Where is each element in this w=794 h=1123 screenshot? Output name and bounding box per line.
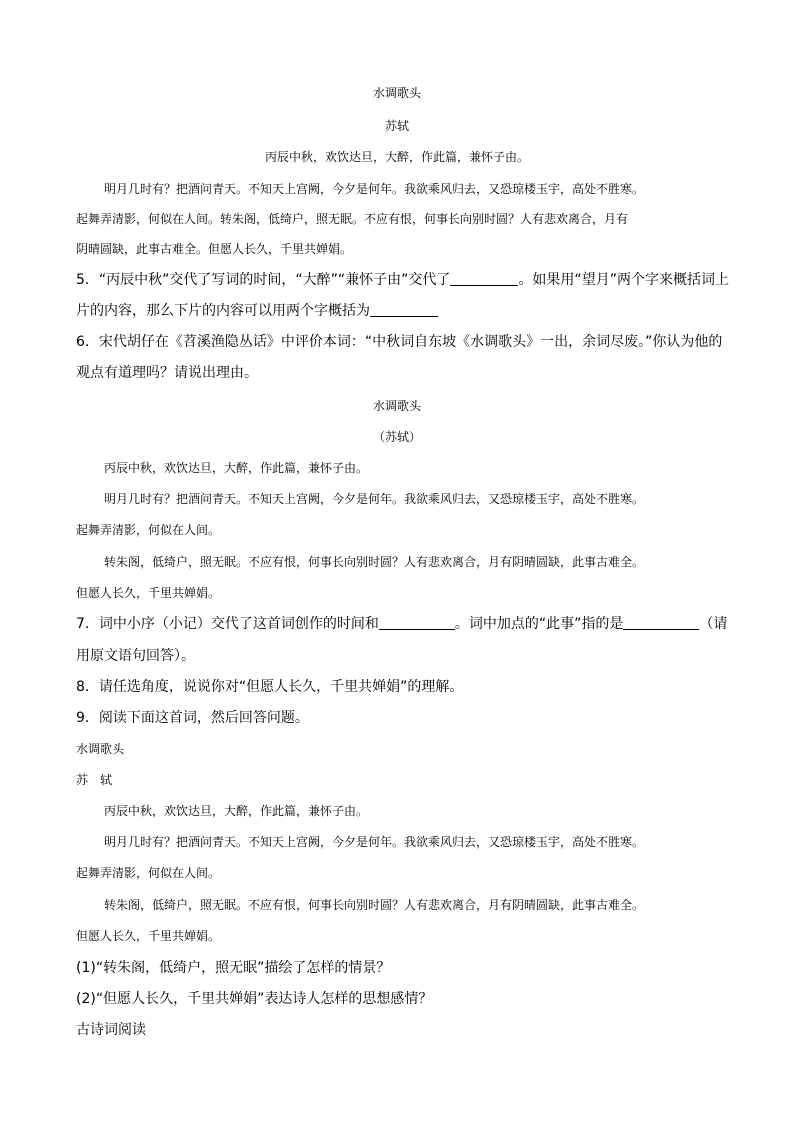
question-9-sub-2: (2)“但愿人长久，千里共婵娟”表达诗人怎样的思想感情？ (76, 991, 433, 1007)
question-6-line-1: 6．宋代胡仔在《苕溪渔隐丛话》中评价本词：“中秋词自东坡《水调歌头》一出，余词尽废。”你认为他的 (76, 334, 723, 350)
question-5-text-c: 片的内容，那么下片的内容可以用两个字概括为 (76, 303, 370, 319)
question-8: 8．请任选角度，说说你对“但愿人长久，千里共婵娟”的理解。 (76, 679, 464, 695)
poem3-line-4: 但愿人长久，千里共婵娟。 (76, 929, 221, 943)
question-7-text-a: 7．词中小序（小记）交代了这首词创作的时间和 (76, 616, 379, 632)
poem3-author: 苏 轼 (76, 773, 113, 787)
question-7-text-c: （请 (699, 616, 728, 632)
question-9-sub-1: (1)“转朱阁，低绮户，照无眠”描绘了怎样的情景？ (76, 960, 391, 976)
poem1-title: 水调歌头 (372, 86, 421, 100)
poem3-title: 水调歌头 (76, 742, 125, 756)
answer-blank[interactable] (623, 615, 699, 630)
question-5-text-a: 5．“丙辰中秋”交代了写词的时间，“大醉”“兼怀子由”交代了 (76, 272, 451, 288)
question-6-line-2: 观点有道理吗？请说出理由。 (76, 365, 258, 381)
question-7-text-b: 。词中加点的“此事”指的是 (454, 616, 624, 632)
poem1-line-1: 明月几时有？把酒问青天。不知天上宫阙，今夕是何年。我欲乘风归去，又恐琼楼玉宇，高处不胜寒。 (104, 182, 645, 196)
poem2-preface: 丙辰中秋，欢饮达旦，大醉，作此篇，兼怀子由。 (104, 461, 369, 475)
section-footer-heading: 古诗词阅读 (76, 1022, 146, 1038)
answer-blank[interactable] (450, 271, 518, 286)
poem3-line-1: 明月几时有？把酒问青天。不知天上宫阙，今夕是何年。我欲乘风归去，又恐琼楼玉宇，高处不胜寒。 (104, 835, 645, 849)
poem2-line-4: 但愿人长久，千里共婵娟。 (76, 586, 221, 600)
question-7-line-2: 用原文语句回答）。 (76, 648, 195, 664)
question-5-line-1 (76, 269, 729, 289)
question-7-line-1 (76, 613, 727, 633)
poem1-line-3: 阴晴圆缺，此事古难全。但愿人长久，千里共婵娟。 (76, 242, 353, 256)
poem1-preface: 丙辰中秋，欢饮达旦，大醉，作此篇，兼怀子由。 (264, 150, 529, 164)
question-5-text-b: 。如果用“望月”两个字来概括词上 (518, 272, 729, 288)
question-5-line-2 (76, 300, 438, 320)
poem2-line-2: 起舞弄清影，何似在人间。 (76, 523, 221, 537)
poem3-preface: 丙辰中秋，欢饮达旦，大醉，作此篇，兼怀子由。 (104, 804, 369, 818)
answer-blank[interactable] (379, 615, 455, 630)
poem3-line-3: 转朱阁，低绮户，照无眠。不应有恨，何事长向别时圆？人有悲欢离合，月有阴晴圆缺，此事古难全。 (104, 898, 645, 912)
poem3-line-2: 起舞弄清影，何似在人间。 (76, 866, 221, 880)
question-9: 9．阅读下面这首词，然后回答问题。 (76, 710, 309, 726)
answer-blank[interactable] (370, 302, 438, 317)
poem2-author: （苏轼） (372, 430, 421, 444)
poem2-title: 水调歌头 (372, 399, 421, 413)
poem2-line-3: 转朱阁，低绮户，照无眠。不应有恨，何事长向别时圆？人有悲欢离合，月有阴晴圆缺，此事古难全。 (104, 555, 645, 569)
poem1-line-2: 起舞弄清影，何似在人间。转朱阁，低绮户，照无眠。不应有恨，何事长向别时圆？人有悲欢离合，月有 (76, 212, 629, 226)
poem1-author: 苏轼 (384, 119, 409, 133)
poem2-line-1: 明月几时有？把酒问青天。不知天上宫阙，今夕是何年。我欲乘风归去，又恐琼楼玉宇，高处不胜寒。 (104, 492, 645, 506)
